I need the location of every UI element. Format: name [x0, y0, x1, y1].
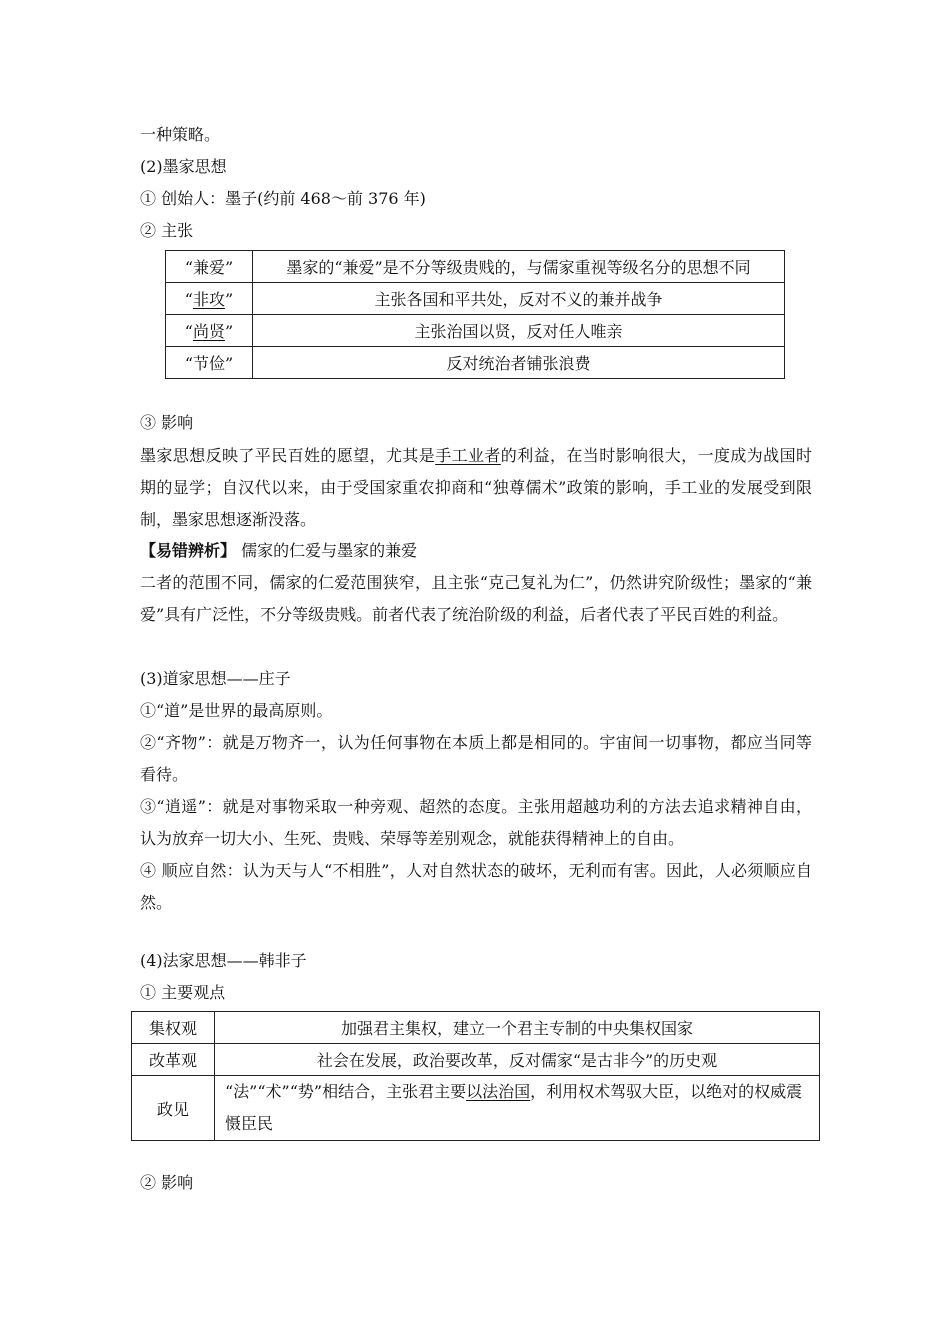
- legalism-views-table: [131, 1011, 820, 1141]
- pitfall-title: 儒家的仁爱与墨家的兼爱: [236, 541, 418, 560]
- table-row: [166, 283, 785, 315]
- claim-term: “兼爱”: [166, 251, 253, 283]
- influence-underlined-term: 手工业者: [435, 446, 501, 465]
- view-term: 改革观: [132, 1044, 215, 1076]
- mohism-claims-heading: ② 主张: [140, 221, 194, 240]
- table-row: [166, 347, 785, 379]
- taoism-heading: (3)道家思想——庄子: [140, 669, 291, 688]
- view-desc-underlined: 以法治国: [466, 1082, 531, 1101]
- table-row: [132, 1044, 820, 1076]
- claim-desc: 墨家的“兼爱”是不分等级贵贱的，与儒家重视等级名分的思想不同: [253, 251, 785, 283]
- view-term: 集权观: [132, 1012, 215, 1044]
- legalism-influence-heading: ② 影响: [140, 1173, 194, 1192]
- legalism-views-heading: ① 主要观点: [140, 983, 226, 1002]
- pitfall-heading: [140, 539, 417, 563]
- pitfall-body: 二者的范围不同，儒家的仁爱范围狭窄，且主张“克己复礼为仁”，仍然讲究阶级性；墨家的“兼爱”具有广泛性，不分等级贵贱。前者代表了统治阶级的利益，后者代表了平民百姓的利益。: [140, 573, 812, 624]
- taoism-point-4: ④ 顺应自然：认为天与人“不相胜”，人对自然状态的破坏，无利而有害。因此，人必须顺应自然。: [140, 861, 812, 912]
- intro-tail: 一种策略。: [140, 125, 221, 144]
- claim-desc: 主张治国以贤，反对任人唯亲: [253, 315, 785, 347]
- claim-term-close-quote: ”: [225, 290, 234, 309]
- claim-term-core: 尚贤: [192, 322, 225, 341]
- claim-term-open-quote: “: [184, 290, 193, 309]
- mohism-founder: ① 创始人：墨子(约前 468～前 376 年): [140, 189, 426, 208]
- view-desc: 加强君主集权，建立一个君主专制的中央集权国家: [215, 1012, 820, 1044]
- claim-term: “节俭”: [166, 347, 253, 379]
- taoism-point-3: ③“逍遥”：就是对事物采取一种旁观、超然的态度。主张用超越功利的方法去追求精神自由，认为放弃一切大小、生死、贵贱、荣辱等差别观念，就能获得精神上的自由。: [140, 797, 812, 848]
- pitfall-tag: 【易错辨析】: [140, 541, 237, 560]
- view-desc-end: ，利用权术驾驭大臣，以绝对的权威震慑臣民: [225, 1082, 803, 1133]
- influence-text-start: 墨家思想反映了平民百姓的愿望，尤其是: [140, 446, 436, 465]
- claim-desc: 反对统治者铺张浪费: [253, 347, 785, 379]
- view-term: 政见: [132, 1076, 215, 1141]
- claim-desc: 主张各国和平共处，反对不义的兼并战争: [253, 283, 785, 315]
- influence-text-end: 的利益，在当时影响很大，一度成为战国时期的显学；自汉代以来，由于受国家重农抑商和“独尊儒术”政策的影响，手工业的发展受到限制，墨家思想逐渐没落。: [140, 446, 812, 529]
- claim-term: [166, 283, 253, 315]
- table-row: [132, 1012, 820, 1044]
- table-row: [166, 251, 785, 283]
- table-row: [166, 315, 785, 347]
- view-desc: [215, 1076, 820, 1141]
- mohism-influence-text: [140, 440, 812, 536]
- view-desc: 社会在发展，政治要改革，反对儒家“是古非今”的历史观: [215, 1044, 820, 1076]
- taoism-point-2: ②“齐物”：就是万物齐一，认为任何事物在本质上都是相同的。宇宙间一切事物，都应当同等看待。: [140, 733, 812, 784]
- mohism-heading: (2)墨家思想: [140, 157, 227, 176]
- view-desc-start: “法”“术”“势”相结合，主张君主要: [225, 1082, 467, 1101]
- claim-term-open-quote: “: [184, 322, 193, 341]
- claim-term: [166, 315, 253, 347]
- table-row: [132, 1076, 820, 1141]
- mohism-claims-table: [165, 250, 785, 379]
- mohism-influence-heading: ③ 影响: [140, 413, 194, 432]
- legalism-heading: (4)法家思想——韩非子: [140, 951, 307, 970]
- claim-term-close-quote: ”: [225, 322, 234, 341]
- taoism-point-1: ①“道”是世界的最高原则。: [140, 701, 333, 720]
- claim-term-core: 非攻: [192, 290, 225, 309]
